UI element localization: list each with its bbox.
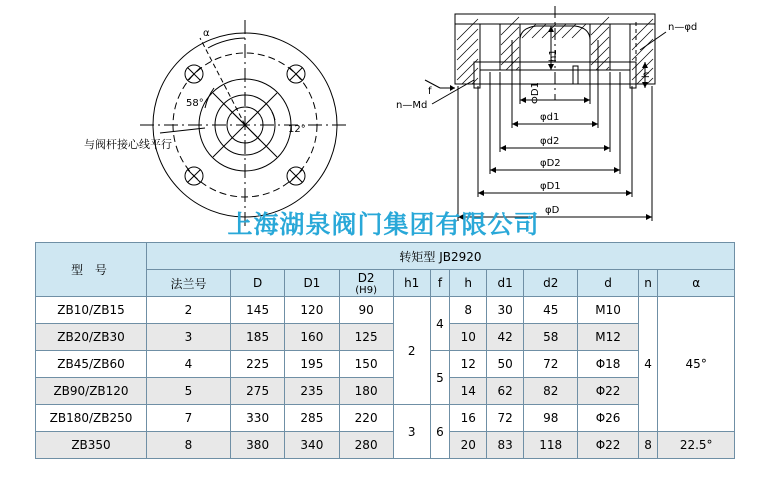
cell-d: M10: [578, 297, 638, 324]
cell-D2: 180: [339, 378, 393, 405]
table-row: [36, 432, 735, 459]
cell-d: Φ22: [578, 432, 638, 459]
cell-model: ZB350: [36, 432, 147, 459]
cell-h: 8: [450, 297, 487, 324]
cell-flange-no: 4: [147, 351, 231, 378]
table-row: [36, 324, 735, 351]
phi-d1-dim-label: φd1: [540, 112, 560, 123]
cell-D1: 195: [285, 351, 339, 378]
cell-D: 330: [231, 405, 285, 432]
phi-d2-dim-label: φd2: [540, 136, 560, 147]
cell-d2: 82: [524, 378, 578, 405]
f-dim-label: f: [428, 86, 432, 97]
cell-h: 12: [450, 351, 487, 378]
angle12-arc: [272, 112, 275, 120]
cell-D2: 280: [339, 432, 393, 459]
header-d2: d2: [524, 270, 578, 297]
cell-d: Φ18: [578, 351, 638, 378]
phi-D2-dim-label: φD2: [540, 158, 561, 169]
section-left-block: [455, 24, 480, 84]
angle58-arc: [205, 88, 214, 108]
header-model: 型 号: [36, 243, 147, 297]
cell-d1: 50: [487, 351, 524, 378]
nmd-leader: [432, 80, 474, 104]
stem-parallel-note-label: 与阀杆接心线平行: [84, 138, 172, 151]
cell-d2: 58: [524, 324, 578, 351]
cell-model: ZB180/ZB250: [36, 405, 147, 432]
cell-D2: 150: [339, 351, 393, 378]
cell-flange-no: 3: [147, 324, 231, 351]
cell-h: 20: [450, 432, 487, 459]
alpha-angle-label: α: [203, 28, 210, 39]
cell-h1-group1: 2: [393, 297, 430, 405]
header-d1: d1: [487, 270, 524, 297]
header-D2-main: D2: [357, 270, 375, 285]
cell-d1: 42: [487, 324, 524, 351]
cell-D1: 120: [285, 297, 339, 324]
cell-h: 10: [450, 324, 487, 351]
table-row: [36, 351, 735, 378]
stud-center: [573, 66, 578, 84]
cell-model: ZB10/ZB15: [36, 297, 147, 324]
cell-d1: 72: [487, 405, 524, 432]
cell-d1: 30: [487, 297, 524, 324]
header-flange-no: 法兰号: [147, 270, 231, 297]
hatch-left: [457, 19, 478, 84]
cell-h: 16: [450, 405, 487, 432]
header-d: d: [578, 270, 638, 297]
table-header-row-1: [36, 243, 735, 270]
header-D2: [339, 270, 393, 297]
cell-d: Φ26: [578, 405, 638, 432]
cell-d2: 72: [524, 351, 578, 378]
h1-dim-label: h1: [548, 49, 559, 62]
cell-D2: 90: [339, 297, 393, 324]
table-row: [36, 297, 735, 324]
header-D: D: [231, 270, 285, 297]
cell-model: ZB45/ZB60: [36, 351, 147, 378]
header-D2-sub: (H9): [355, 284, 377, 296]
cell-flange-no: 5: [147, 378, 231, 405]
n-phi-d-callout-label: n—φd: [668, 22, 698, 33]
cell-D: 380: [231, 432, 285, 459]
cell-n-group1: 4: [638, 297, 658, 432]
stem-note-leader: [160, 128, 205, 133]
cell-d2: 98: [524, 405, 578, 432]
dimension-lines: [425, 26, 652, 221]
cell-alpha-group2: 22.5°: [658, 432, 735, 459]
header-D1: D1: [285, 270, 339, 297]
cell-D: 225: [231, 351, 285, 378]
cell-f-group1: 4: [430, 297, 450, 351]
phi-D1-inner-label: ΦD1: [530, 82, 541, 104]
n-md-callout-label: n—Md: [396, 100, 428, 111]
cell-D: 275: [231, 378, 285, 405]
cell-flange-no: 8: [147, 432, 231, 459]
cell-h: 14: [450, 378, 487, 405]
cell-D1: 340: [285, 432, 339, 459]
cell-flange-no: 2: [147, 297, 231, 324]
cell-d: M12: [578, 324, 638, 351]
cell-d2: 45: [524, 297, 578, 324]
table-row: [36, 405, 735, 432]
phi-D-dim-label: φD: [545, 205, 560, 216]
cell-D1: 235: [285, 378, 339, 405]
header-n: n: [638, 270, 658, 297]
drawing-svg: [0, 0, 767, 240]
cell-f-group3: 6: [430, 405, 450, 459]
header-h: h: [450, 270, 487, 297]
cell-model: ZB20/ZB30: [36, 324, 147, 351]
h-dim-label: h: [641, 71, 652, 78]
alpha-ray: [200, 38, 245, 125]
cell-D: 185: [231, 324, 285, 351]
cell-D1: 160: [285, 324, 339, 351]
table-row: [36, 378, 735, 405]
cell-D: 145: [231, 297, 285, 324]
header-h1: h1: [393, 270, 430, 297]
phi-D1-dim-label: φD1: [540, 181, 561, 192]
company-watermark: 上海湖泉阀门集团有限公司: [227, 210, 540, 239]
cell-d1: 83: [487, 432, 524, 459]
nphid-leader: [640, 32, 666, 50]
angle-12-label: 12°: [288, 124, 306, 135]
cell-model: ZB90/ZB120: [36, 378, 147, 405]
cell-n-group2: 8: [638, 432, 658, 459]
cell-alpha-group1: 45°: [658, 297, 735, 432]
alpha-arc: [208, 38, 245, 48]
cell-d2: 118: [524, 432, 578, 459]
header-f: f: [430, 270, 450, 297]
technical-drawing: [0, 0, 767, 240]
cell-f-group2: 5: [430, 351, 450, 405]
cell-h1-group2: 3: [393, 405, 430, 459]
cell-D2: 220: [339, 405, 393, 432]
cell-flange-no: 7: [147, 405, 231, 432]
header-torque-type: 转矩型 JB2920: [147, 243, 735, 270]
cell-D1: 285: [285, 405, 339, 432]
header-alpha: α: [658, 270, 735, 297]
cell-d1: 62: [487, 378, 524, 405]
angle-58-label: 58°: [186, 98, 204, 109]
cell-d: Φ22: [578, 378, 638, 405]
spec-table: [35, 242, 735, 459]
cell-D2: 125: [339, 324, 393, 351]
